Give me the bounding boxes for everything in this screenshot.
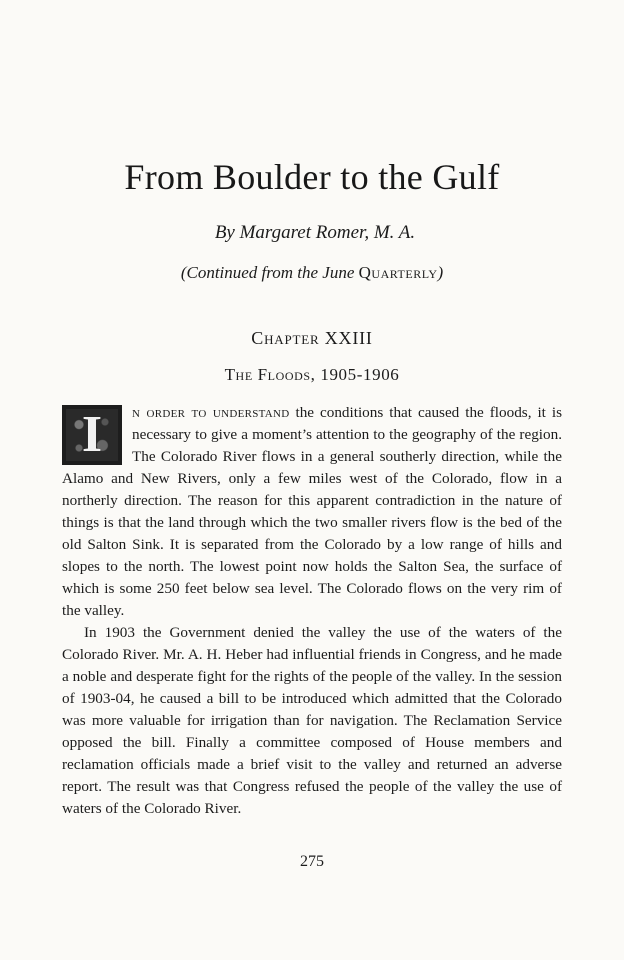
byline-text: By Margaret Romer, M. A. — [214, 222, 416, 243]
page-number: 275 — [300, 853, 324, 870]
chapter-heading: Chapter XXIII — [251, 328, 373, 348]
article-byline — [0, 222, 624, 244]
article-body — [62, 402, 562, 820]
paragraph-2: In 1903 the Government denied the valley the use of the waters of the Colorado River. Mr. A. H. Heber had influential friends in Congress, and he made a noble and desperate fight for the rights of the people of the valley. In the session of 1903-04, he caused a bill to be introduced which admitted that the Colorado was more valuable for irrigation than for navigation. The Reclamation Service opposed the bill. Finally a committee composed of House members and reclamation officials made a brief visit to the valley and returned an adverse report. The result was that Congress refused the people of the valley the use of waters of the Colorado River. — [62, 624, 562, 817]
continuation-note — [0, 263, 624, 283]
lead-in-smallcaps: n order to understand — [132, 404, 290, 421]
paragraph-1 — [62, 402, 562, 622]
continued-prefix: (Continued from the June — [180, 263, 359, 282]
continued-suffix: ) — [437, 263, 444, 282]
continued-journal: Quarterly — [358, 263, 438, 282]
dropcap-letter: I — [81, 406, 103, 463]
dropcap-ornament — [62, 405, 122, 465]
article-title: From Boulder to the Gulf — [124, 157, 500, 197]
paragraph-1-text: the conditions that caused the floods, it is necessary to give a moment’s attention to the geography of the region. The Colorado River flows in a general southerly direction, while the Alamo and New Rivers, only a few miles west of the Colorado, flow in a northerly direction. The reason for this apparent contradiction in the nature of things is that the land through which the two smaller rivers flow is the bed of the old Salton Sink. It is separated from the Colorado by a low range of hills and slopes to the north. The lowest point now holds the Salton Sea, the surface of which is some 250 feet below sea level. The Colorado flows on the very rim of the valley. — [62, 404, 562, 619]
section-title: The Floods, 1905-1906 — [224, 365, 400, 384]
